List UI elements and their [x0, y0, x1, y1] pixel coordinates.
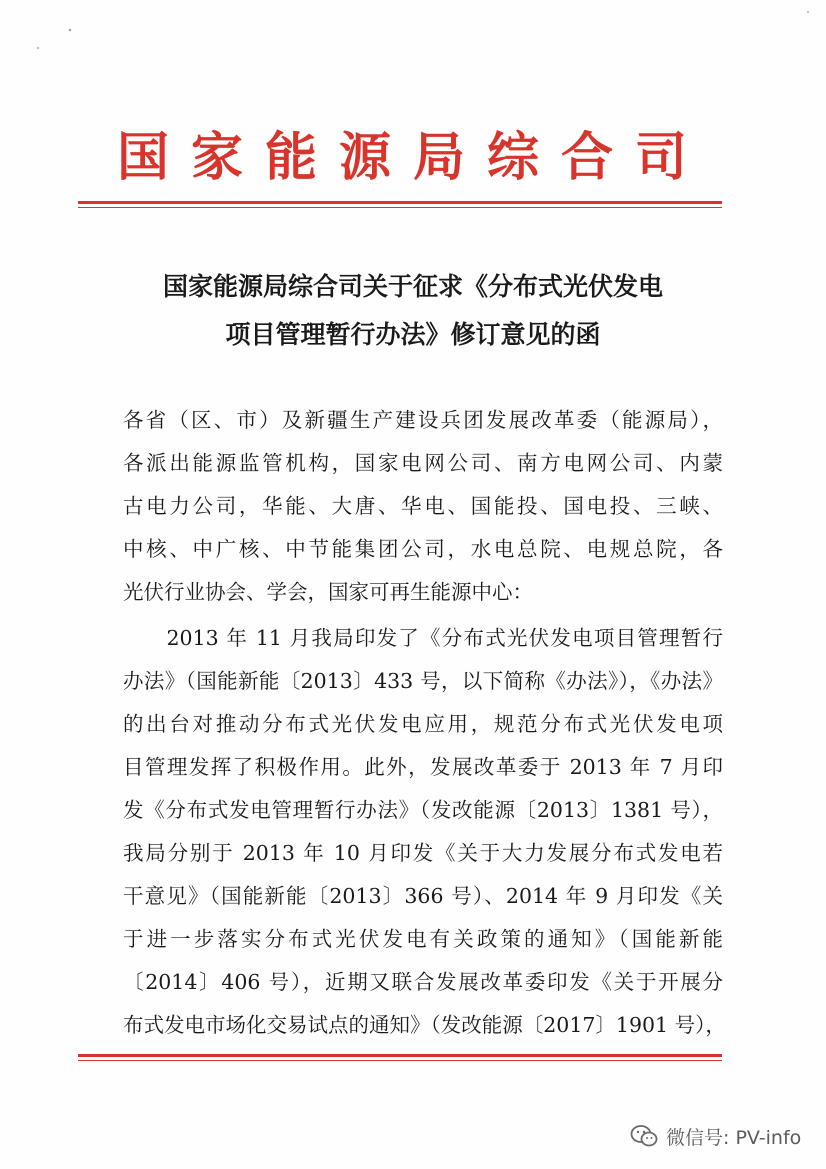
- body-line: 目管理发挥了积极作用。此外，发展改革委于 2013 年 7 月印: [123, 755, 723, 779]
- body-line: 古电力公司，华能、大唐、华电、国能投、国电投、三峡、: [123, 494, 723, 518]
- body-line: 办法》（国能新能〔2013〕433 号，以下简称《办法》），《办法》: [123, 669, 723, 693]
- document-title-line-1: 国家能源局综合司关于征求《分布式光伏发电: [162, 272, 663, 301]
- letterhead-title: 国家能源局综合司: [116, 127, 709, 188]
- body-line: 各省（区、市）及新疆生产建设兵团发展改革委（能源局），: [123, 408, 723, 432]
- body-line: 我局分别于 2013 年 10 月印发《关于大力发展分布式发电若: [123, 841, 723, 865]
- body-line: 发《分布式发电管理暂行办法》（发改能源〔2013〕1381 号），: [123, 798, 723, 822]
- watermark-text: 微信号: PV-info: [666, 1126, 802, 1149]
- body-line: 光伏行业协会、学会，国家可再生能源中心：: [123, 580, 533, 604]
- letterhead-rule-thin: [78, 207, 722, 208]
- wechat-watermark: [630, 1119, 801, 1153]
- body-line: 的出台对推动分布式光伏发电应用，规范分布式光伏发电项: [123, 712, 723, 736]
- footer-rule-thin: [78, 1060, 722, 1061]
- footer-rule-thick: [78, 1054, 722, 1057]
- body-line: 布式发电市场化交易试点的通知》（发改能源〔2017〕1901 号），: [123, 1013, 726, 1037]
- wechat-icon: [630, 1124, 658, 1148]
- body-line: 中核、中广核、中节能集团公司，水电总院、电规总院，各: [123, 537, 723, 561]
- body-line: 〔2014〕406 号），近期又联合发展改革委印发《关于开展分: [123, 970, 723, 994]
- body-line: 2013 年 11 月我局印发了《分布式光伏发电项目管理暂行: [123, 626, 723, 650]
- body-line: 于进一步落实分布式光伏发电有关政策的通知》（国能新能: [123, 927, 723, 951]
- body-line: 各派出能源监管机构，国家电网公司、南方电网公司、内蒙: [123, 451, 723, 475]
- document-title-line-2: 项目管理暂行办法》修订意见的函: [225, 320, 601, 349]
- letterhead-rule-thick: [78, 201, 722, 204]
- body-line: 干意见》（国能新能〔2013〕366 号）、2014 年 9 月印发《关: [123, 884, 723, 908]
